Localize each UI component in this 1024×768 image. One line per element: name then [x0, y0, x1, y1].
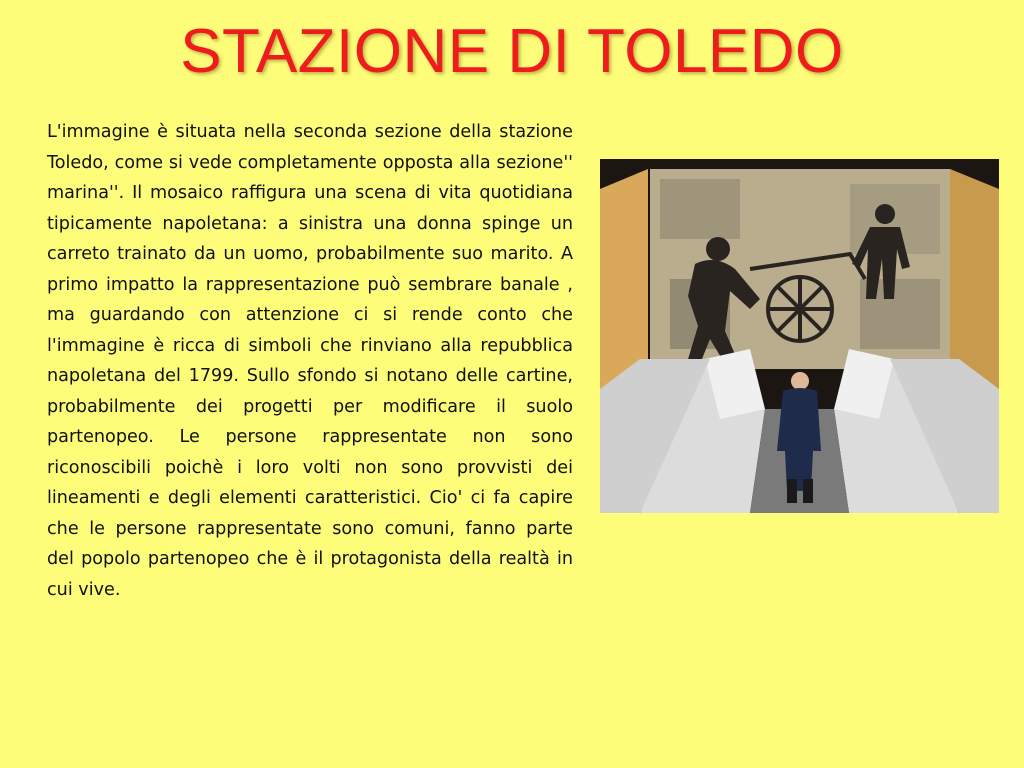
slide-title: STAZIONE DI TOLEDO: [180, 17, 844, 86]
body-text: L'immagine è situata nella seconda sezione della stazione Toledo, come si vede completamente opposta alla sezione'' marina''. Il mosaico raffigura una scena di vita quotidiana tipicamente napoletana: a sinistra una donna spinge un carreto trainato da un uomo, probabilmente suo marito. A primo impatto la rappresentazione può sembrare banale , ma guardando con attenzione ci si rende conto che l'immagine è ricca di simboli che rinviano alla repubblica napoletana del 1799. Sullo sfondo si notano delle cartine, probabilmente dei progetti per modificare il suolo partenopeo. Le persone rappresentate non sono riconoscibili poichè i loro volti non sono provvisti dei lineamenti e degli elementi caratteristici. Cio' ci fa capire che le persone rappresentate sono comuni, fanno parte del popolo partenopeo che è il protagonista della realtà in cui vive.: [47, 122, 585, 600]
station-photo: [600, 159, 999, 513]
